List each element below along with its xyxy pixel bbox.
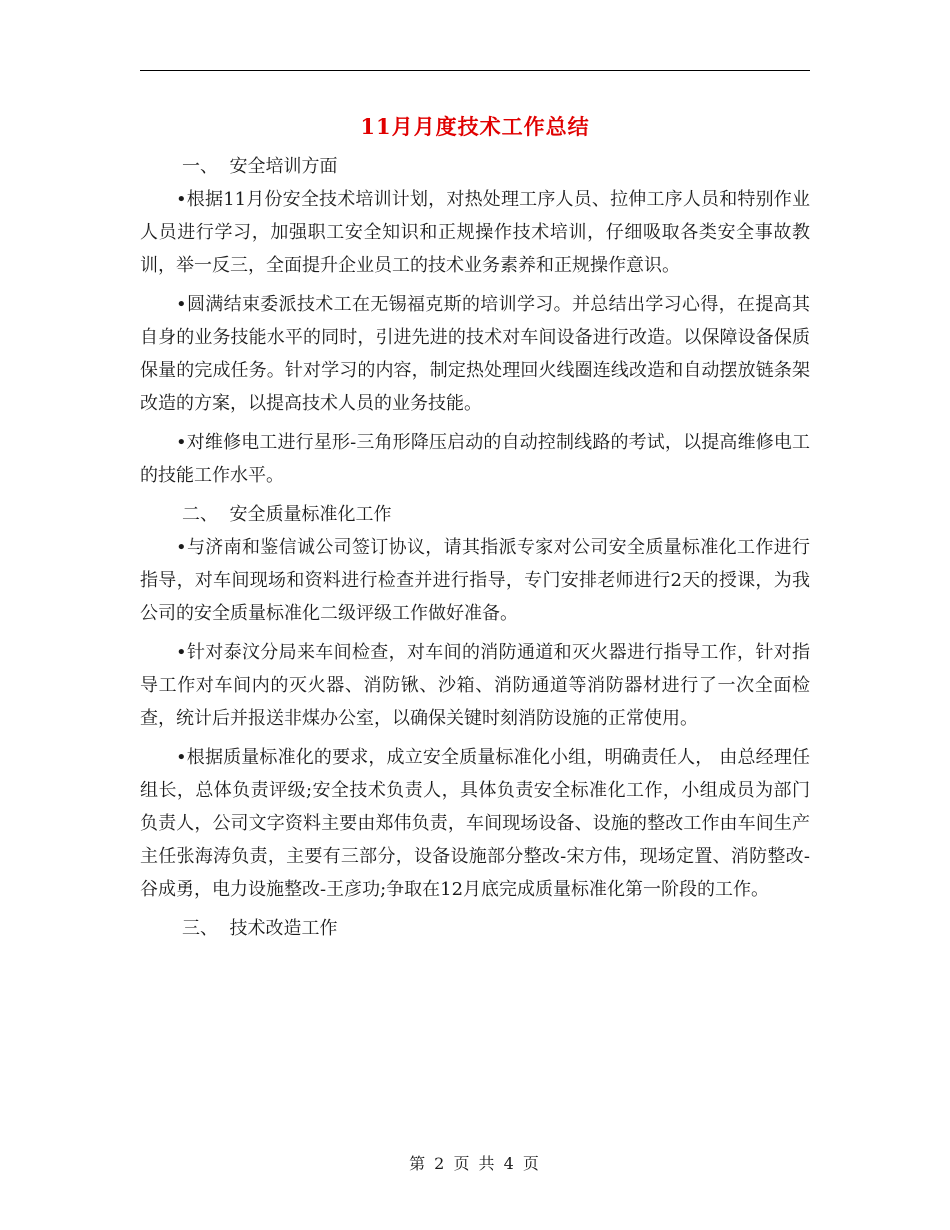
section-heading: 二、 安全质量标准化工作: [182, 504, 392, 525]
document-title: 11月月度技术工作总结: [360, 114, 590, 139]
document-body: [140, 150, 810, 945]
section-heading: 一、 安全培训方面: [182, 156, 338, 177]
section-2: [140, 498, 810, 906]
section-heading: 三、 技术改造工作: [182, 918, 338, 939]
paragraph: •对维修电工进行星形-三角形降压启动的自动控制线路的考试，以提高维修电工的技能工作水平。: [140, 432, 810, 486]
paragraph: •根据11月份安全技术培训计划，对热处理工序人员、拉伸工序人员和特别作业人员进行学习，加强职工安全知识和正规操作技术培训，仔细吸取各类安全事故教训，举一反三，全面提升企业员工的技术业务素养和正规操作意识。: [140, 189, 810, 276]
page-number: 第 2 页 共 4 页: [409, 1154, 541, 1173]
paragraph: •与济南和鉴信诚公司签订协议，请其指派专家对公司安全质量标准化工作进行指导，对车间现场和资料进行检查并进行指导，专门安排老师进行2天的授课，为我公司的安全质量标准化二级评级工作做好准备。: [140, 537, 810, 624]
header-rule: [140, 70, 810, 71]
paragraph: •针对泰汶分局来车间检查，对车间的消防通道和灭火器进行指导工作，针对指导工作对车间内的灭火器、消防锹、沙箱、消防通道等消防器材进行了一次全面检查，统计后并报送非煤办公室，以确保关键时刻消防设施的正常使用。: [140, 642, 810, 729]
paragraph: •圆满结束委派技术工在无锡福克斯的培训学习。并总结出学习心得，在提高其自身的业务技能水平的同时，引进先进的技术对车间设备进行改造。以保障设备保质保量的完成任务。针对学习的内容，制定热处理回火线圈连线改造和自动摆放链条架改造的方案，以提高技术人员的业务技能。: [140, 294, 810, 414]
section-3: [140, 912, 810, 945]
paragraph: •根据质量标准化的要求，成立安全质量标准化小组，明确责任人， 由总经理任组长，总体负责评级;安全技术负责人，具体负责安全标准化工作，小组成员为部门负责人，公司文字资料主要由郑伟负责，车间现场设备、设施的整改工作由车间生产主任张海涛负责，主要有三部分，设备设施部分整改-宋方伟，现场定置、消防整改-谷成勇，电力设施整改-王彦功;争取在12月底完成质量标准化第一阶段的工作。: [140, 747, 810, 900]
section-1: [140, 150, 810, 492]
